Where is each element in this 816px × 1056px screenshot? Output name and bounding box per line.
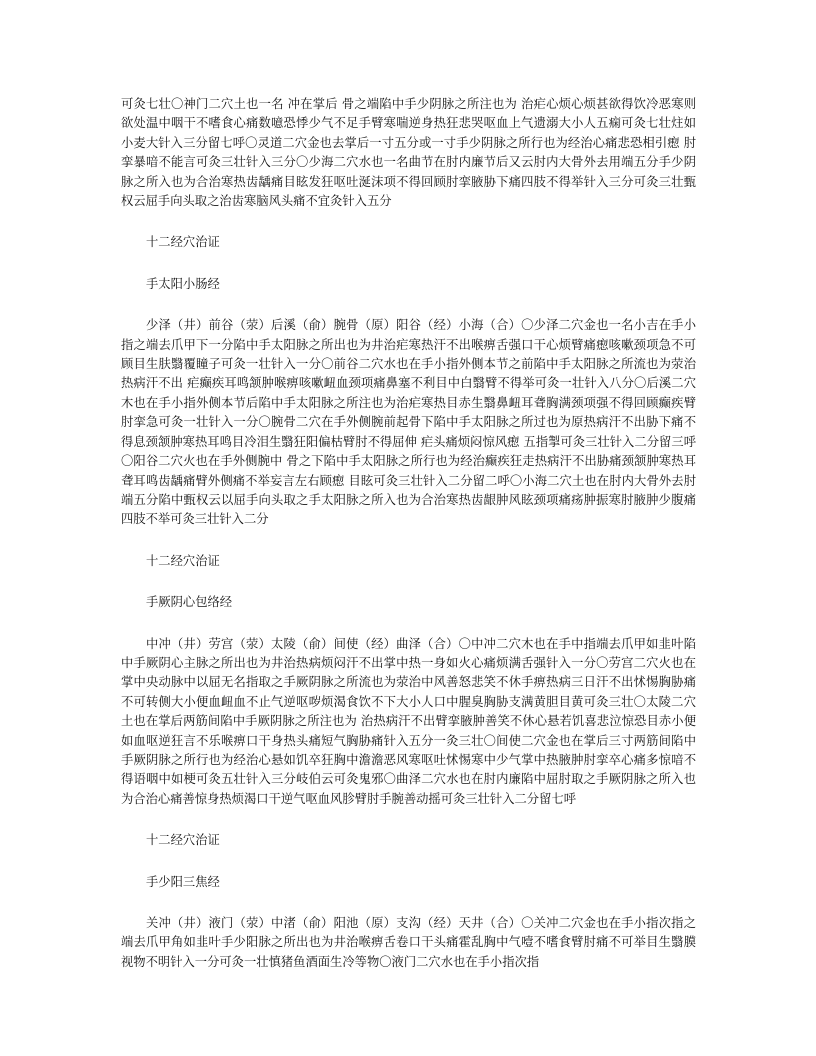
paragraph-triple-burner-points: 关冲（井）液门（荥）中渚（俞）阳池（原）支沟（经）天井（合）〇关冲二穴金也在手小指次指之端去爪甲角如韭叶手少阳脉之所出也为井治喉痹舌卷口干头痛霍乱胸中气噎不嗜食臂肘痛不可举目生翳膜视物不明针入一分可灸一壮慎猪鱼酒面生冷等物〇液门二穴水也在手小指次指 (121, 916, 696, 969)
meridian-heading-triple-burner: 手少阳三焦经 (146, 874, 220, 889)
paragraph-small-intestine-points: 少泽（井）前谷（荥）后溪（俞）腕骨（原）阳谷（经）小海（合）〇少泽二穴金也一名小吉在手小指之端去爪甲下一分陷中手太阳脉之所出也为井治疟寒热汗不出喉痹舌强口干心烦臂痛瘛咳嗽颈项急不可顾目生肤翳覆瞳子可灸一壮针入一分〇前谷二穴水也在手小指外侧本节之前陷中手太阳脉之所流也为荥治热病汗不出 疟癫疾耳鸣颔肿喉痹咳嗽衄血颈项痛鼻塞不利目中白翳臂不得举可灸一壮针入八分〇后溪二穴木也在手小指外侧本节后陷中手太阳脉之所注也为治疟寒热目赤生翳鼻衄耳聋胸满颈项强不得回顾癫疾臂肘挛急可灸一壮针入一分〇腕骨二穴在手外侧腕前起骨下陷中手太阳脉之所过也为原热病汗不出胁下痛不得息颈颔肿寒热耳鸣目冷泪生翳狂阳偏枯臂肘不得屈伸 疟头痛烦闷惊风瘛 五指掣可灸三壮针入二分留三呼〇阳谷二穴火也在手外侧腕中 骨之下陷中手太阳脉之所行也为经治癫疾狂走热病汗不出胁痛颈颔肿寒热耳聋耳鸣齿龋痛臂外侧痛不举妄言左右顾瘛 目眩可灸三壮针入二分留二呼〇小海二穴土也在肘内大骨外去肘端五分陷中甄权云以屈手向头取之手太阳脉之所入也为合治寒热齿龈肿风眩颈项痛疡肿振寒肘腋肿少腹痛四肢不举可灸三壮针入二分 (121, 318, 696, 527)
section-heading: 十二经穴治证 (146, 235, 220, 250)
meridian-heading-pericardium: 手厥阴心包络经 (146, 595, 233, 610)
section-heading: 十二经穴治证 (146, 553, 220, 568)
section-heading: 十二经穴治证 (146, 833, 220, 848)
paragraph-pericardium-points: 中冲（井）劳宫（荥）太陵（俞）间使（经）曲泽（合）〇中冲二穴木也在手中指端去爪甲如韭叶陷中手厥阴心主脉之所出也为井治热病烦闷汗不出掌中热一身如火心痛烦满舌强针入一分〇劳宫二穴火也在掌中央动脉中以屈无名指取之手厥阴脉之所流也为荥治中风善怒悲笑不休手痹热病三日汗不出怵惕胸胁痛不可转侧大小便血衄血不止气逆呕哕烦渴食饮不下大小人口中腥臭胸胁支满黄胆目黄可灸三壮〇太陵二穴土也在掌后两筋间陷中手厥阴脉之所注也为 治热病汗不出臂挛腋肿善笑不休心悬若饥喜悲泣惊恐目赤小便如血呕逆狂言不乐喉痹口干身热头痛短气胸胁痛针入五分一灸三壮〇间使二穴金也在掌后三寸两筋间陷中手厥阴脉之所行也为经治心悬如饥卒狂胸中澹澹恶风寒呕吐怵惕寒中少气掌中热腋肿肘挛卒心痛多惊喑不得语咽中如梗可灸五壮针入三分岐伯云可灸鬼邪〇曲泽二穴水也在肘内廉陷中屈肘取之手厥阴脉之所入也为合治心痛善惊身热烦渴口干逆气呕血风胗臂肘手腕善动摇可灸三壮针入二分留七呼 (121, 636, 696, 806)
meridian-heading-small-intestine: 手太阳小肠经 (146, 276, 220, 291)
document-page (121, 95, 696, 994)
paragraph-shaoyin-heart-points: 可灸七壮〇神门二穴土也一名 冲在掌后 骨之端陷中手少阴脉之所注也为 治疟心烦心烦甚欲得饮冷恶寒则欲处温中咽干不嗜食心痛数噫恐悸少气不足手臂寒喘逆身热狂悲哭呕血上气遗溺大小人五痫可灸七壮炷如小麦大针入三分留七呼〇灵道二穴金也去掌后一寸五分或一寸手少阴脉之所行也为经治心痛悲恐相引瘛 肘挛暴喑不能言可灸三壮针入三分〇少海二穴水也一名曲节在肘内廉节后又云肘内大骨外去用端五分手少阴脉之所入也为合治寒热齿龋痛目眩发狂呕吐涎沫项不得回顾肘挛腋胁下痛四肢不得举针入三分可灸三壮甄权云屈手向头取之治齿寒脑风头痛不宜灸针入五分 (121, 97, 696, 209)
